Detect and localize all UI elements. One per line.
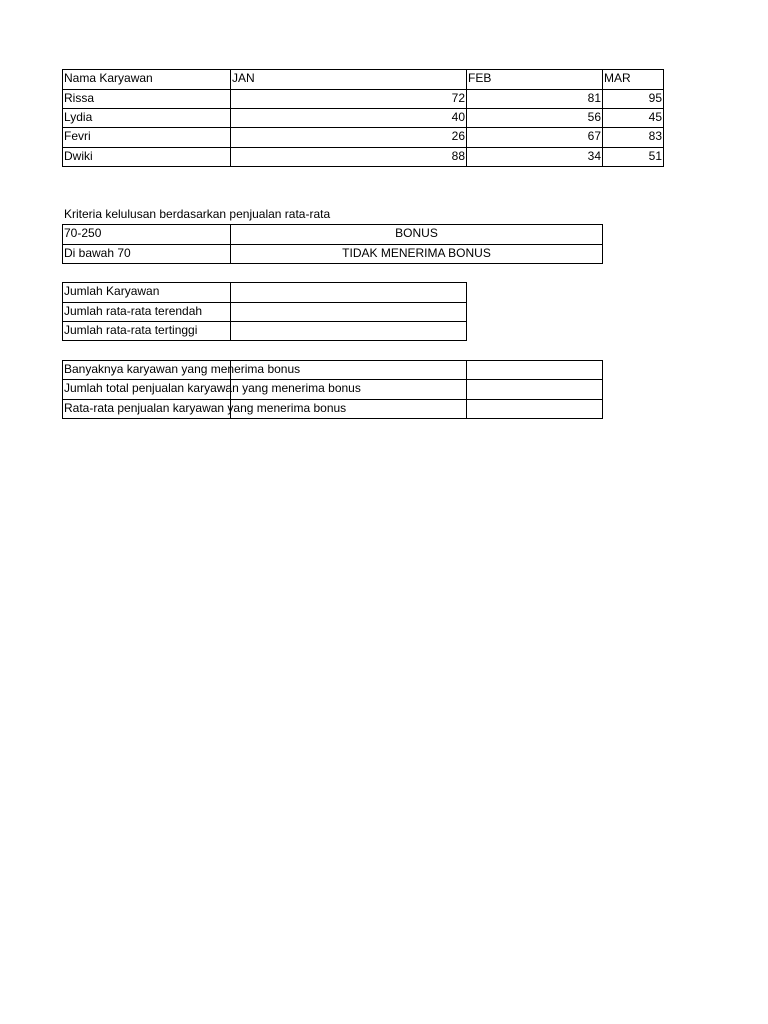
summary-value-cell[interactable] [466,379,602,399]
header-cell-feb[interactable]: FEB [468,71,492,85]
header-cell-name[interactable]: Nama Karyawan [64,71,153,85]
jan-value-cell[interactable]: 72 [451,91,465,105]
employee-name-cell[interactable]: Rissa [64,91,95,105]
summary-label-cell[interactable]: Jumlah Karyawan [64,284,160,298]
summary-value-cell[interactable] [230,282,466,302]
summary-label-cell[interactable]: Rata-rata penjualan karyawan yang menerima bonus [64,401,347,415]
summary-label-cell[interactable]: Jumlah rata-rata terendah [64,304,203,318]
summary-label-cell[interactable]: Banyaknya karyawan yang menerima bonus [64,362,301,376]
employee-name-cell[interactable]: Fevri [64,129,91,143]
summary-value-cell[interactable] [230,302,466,322]
criteria-range-cell[interactable]: 70-250 [64,226,102,240]
jan-value-cell[interactable]: 26 [451,129,465,143]
grid-line [602,360,603,419]
employee-name-cell[interactable]: Lydia [64,110,93,124]
jan-value-cell[interactable]: 88 [451,149,465,163]
criteria-title[interactable]: Kriteria kelulusan berdasarkan penjualan rata-rata [64,207,331,221]
feb-value-cell[interactable]: 67 [587,129,601,143]
mar-value-cell[interactable]: 95 [648,91,662,105]
feb-value-cell[interactable]: 56 [587,110,601,124]
mar-value-cell[interactable]: 83 [648,129,662,143]
criteria-result-cell[interactable]: TIDAK MENERIMA BONUS [342,246,491,260]
mar-value-cell[interactable]: 45 [648,110,662,124]
criteria-result-cell[interactable]: BONUS [395,226,438,240]
mar-value-cell[interactable]: 51 [648,149,662,163]
summary-value-cell[interactable] [230,321,466,341]
employee-name-cell[interactable]: Dwiki [64,149,93,163]
grid-line [466,282,467,341]
summary-value-cell[interactable] [466,360,602,380]
header-cell-mar[interactable]: MAR [604,71,631,85]
header-cell-jan[interactable]: JAN [232,71,255,85]
grid-line [663,69,664,167]
jan-value-cell[interactable]: 40 [451,110,465,124]
criteria-range-cell[interactable]: Di bawah 70 [64,246,131,260]
summary-label-cell[interactable]: Jumlah total penjualan karyawan yang menerima bonus [64,381,361,395]
grid-line [602,224,603,264]
feb-value-cell[interactable]: 34 [587,149,601,163]
summary-label-cell[interactable]: Jumlah rata-rata tertinggi [64,323,198,337]
feb-value-cell[interactable]: 81 [587,91,601,105]
summary-value-cell[interactable] [466,399,602,419]
